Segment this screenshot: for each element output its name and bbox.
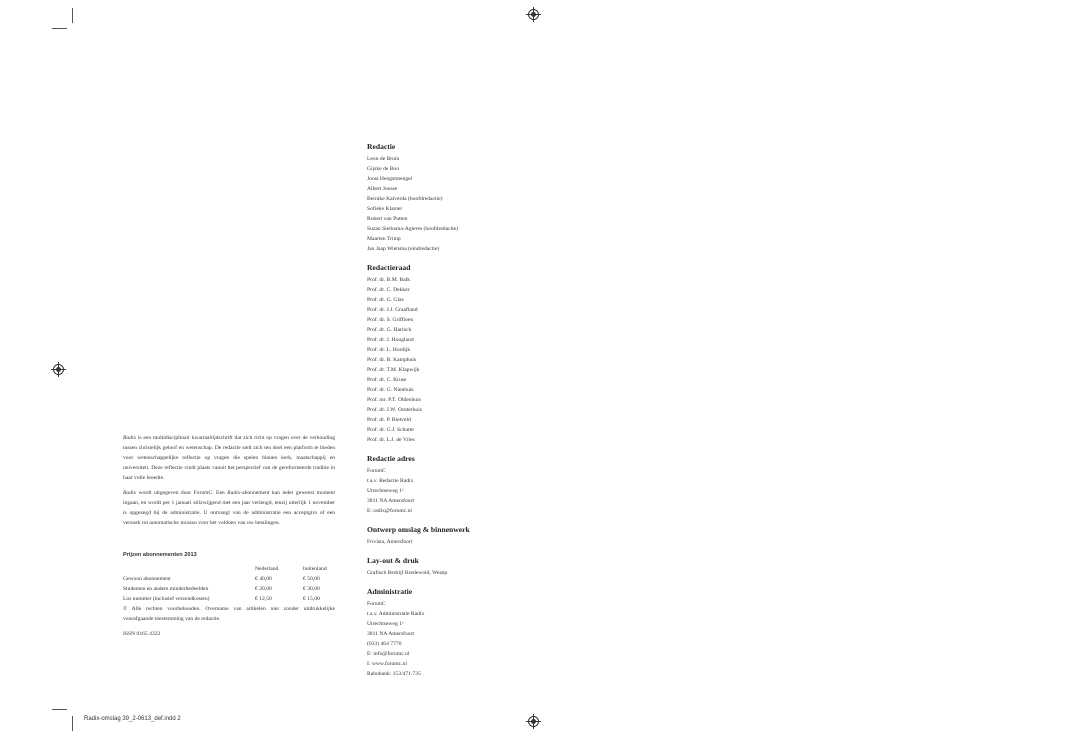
list-item: Grafisch Bedrijf Bredewold, Wezep [367,570,448,576]
list-item: Prof. dr. J.W. Oosterhuis [367,407,422,413]
list-item: Frivista, Amersfoort [367,539,413,545]
list-item: Albert Joosse [367,186,398,192]
list-item: 3811 NA Amersfoort [367,631,415,637]
list-item: E: info@forumc.nl [367,651,410,657]
list-item: Suzan Sierksma-Agteres (hoofdredactie) [367,226,459,232]
list-item: Prof. dr. P. Rietveld [367,417,411,423]
list-item: Jan Jaap Wietsma (eindredactie) [367,246,440,252]
crop-mark-bottom-left-horizontal [52,709,67,710]
list-item: I: www.forumc.nl [367,661,407,667]
list-item: Prof. dr. T.M. Klapwijk [367,367,420,373]
administratie-heading: Administratie [367,587,413,596]
table-row: Studenten en andere minderbedeelden € 20,00 € 30,00 [123,586,320,592]
crop-mark-top-left-vertical [72,8,73,23]
list-item: Prof. dr. J. Hoogland [367,337,414,343]
list-item: Prof. dr. B.M. Balk [367,277,411,283]
ontwerp-heading: Ontwerp omslag & binnenwerk [367,525,470,534]
table-row: Los nummer (inclusief verzendkosten) € 12,50 € 15,00 [123,596,320,602]
list-item: Sofieke Klamer [367,206,403,212]
list-item: 3811 NA Amersfoort [367,498,415,504]
list-item: Maarten Trimp [367,236,401,242]
list-item: E: radix@forumc.nl [367,508,412,514]
list-item: Leon de Bruin [367,156,400,162]
list-item: Gijske de Boo [367,166,400,172]
redactie-section [367,141,547,254]
redactieraad-section [367,262,547,445]
publisher-paragraph: Radix wordt uitgegeven door ForumC. Een Radix-abonnement kan ieder gewenst moment ingaan, en wordt per 1 januari stilzwijgend met een jaar verlengd, tenzij uiterlijk 1 november is opgezegd bij de administratie. U ontvangt van de administratie een acceptgiro of een verzoek tot automatische incasso voor het voldoen van uw betalingen. [123,490,336,526]
list-item: t.a.v. Administratie Radix [367,611,425,617]
intro-paragraph: Radix is een multidisciplinair kwartaaltijdschrift dat zich richt op vragen over de verhouding tussen christelijk geloof en wetenschap. De redactie stelt zich ten doel een platform te bieden voor wetenschappelijke reflectie op vragen die spelen binnen kerk, maatschappij en universiteit. Deze reflectie vindt plaats vanuit het perspectief van de gereformeerde traditie in haar volle breedte. [123,435,335,481]
crop-mark-top-left-horizontal [52,28,67,29]
list-item: Prof. dr. S. Griffioen [367,317,414,323]
administratie-section [367,586,547,679]
list-item: Prof. dr. C. Dekker [367,287,410,293]
list-item: Prof. dr. B. Kamphuis [367,357,417,363]
colophon-left-column [123,433,335,644]
crop-mark-bottom-left-vertical [72,716,73,731]
redactieraad-heading: Redactieraad [367,263,411,272]
copyright-notice: © Alle rechten voorbehouden. Overname van artikelen niet zonder uitdrukkelijke voorafgaande toestemming van de redactie. [123,606,335,622]
list-item: ForumC [367,601,386,607]
list-item: Joost Hengstmengel [367,176,413,182]
indd-file-slug: Radix-omslag 39_2-0613_def.indd 2 [84,716,181,722]
list-item: t.a.v. Redactie Radix [367,478,414,484]
list-item: Utrechtseweg 1ᵃ [367,621,404,627]
issn: ISSN 0165 4322 [123,631,161,637]
list-item: Utrechtseweg 1ᵃ [367,488,404,494]
colophon-right-column [367,141,547,687]
layout-section [367,555,547,578]
list-item: Prof. dr. G. Harinck [367,327,412,333]
list-item: Prof. dr. G. Nienhuis [367,387,414,393]
list-item: Prof. dr. G.J. Schutte [367,427,414,433]
list-item: Prof. dr. J.J. Graafland [367,307,418,313]
layout-heading: Lay-out & druk [367,556,419,565]
registration-mark-left [53,364,64,375]
prices-table [123,564,335,604]
list-item: ForumC [367,468,386,474]
list-item: Robert van Putten [367,216,408,222]
list-item: (033) 464 7770 [367,641,402,647]
list-item: Bernike Kalverda (hoofdredactie) [367,196,443,202]
prices-title: Prijzen abonnementen 2013 [123,552,197,558]
list-item: Prof. dr. C. Kruse [367,377,407,383]
list-item: Prof. dr. L. Hordijk [367,347,411,353]
prices-header-row: Nederland buitenland [255,566,327,572]
list-item: Rabobank: 153/471.735 [367,671,421,677]
redactie-adres-section [367,453,547,516]
ontwerp-section [367,524,547,547]
redactie-adres-heading: Redactie adres [367,454,415,463]
list-item: Prof. dr. L.J. de Vries [367,437,415,443]
table-row: Gewoon abonnement € 40,00 € 50,00 [123,576,320,582]
list-item: Prof. dr. G. Glas [367,297,404,303]
registration-mark-bottom [528,716,539,727]
list-item: Prof. mr. P.T. Oldenhuis [367,397,421,403]
registration-mark-top [528,9,539,20]
redactie-heading: Redactie [367,142,396,151]
